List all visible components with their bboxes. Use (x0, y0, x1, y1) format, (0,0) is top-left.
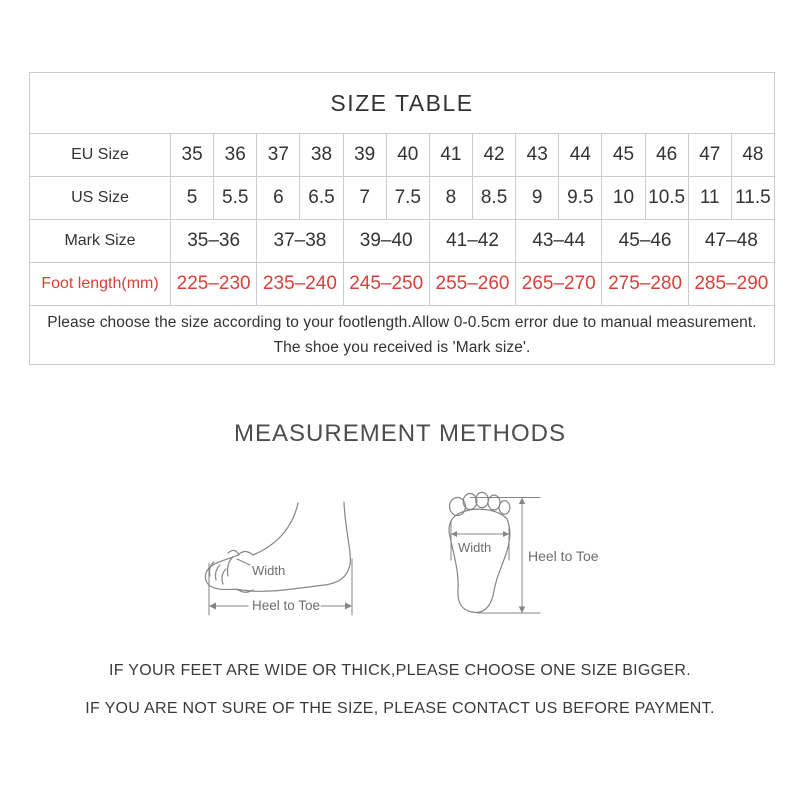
row-label: US Size (30, 177, 171, 220)
size-table-title: SIZE TABLE (30, 73, 775, 134)
size-cell: 37–38 (257, 220, 343, 263)
size-cell: 35–36 (171, 220, 257, 263)
arrowhead-width-left (451, 531, 457, 537)
size-cell: 5 (171, 177, 214, 220)
size-cell: 46 (645, 134, 688, 177)
size-cell: 7 (343, 177, 386, 220)
side-width-label: Width (252, 563, 286, 578)
sole-heel-to-toe-label: Heel to Toe (528, 548, 599, 564)
row-label: Mark Size (30, 220, 171, 263)
size-cell: 10 (602, 177, 645, 220)
size-table-row (30, 263, 775, 306)
side-heel-to-toe-label: Heel to Toe (252, 598, 321, 613)
size-cell: 39 (343, 134, 386, 177)
arrowhead-width-right (503, 531, 509, 537)
size-cell: 11.5 (731, 177, 774, 220)
foot-side-view-icon (195, 485, 365, 625)
arrowhead-length-bottom (519, 607, 525, 614)
row-label: Foot length(mm) (30, 263, 171, 306)
size-cell: 45 (602, 134, 645, 177)
foot-sole-view-icon (430, 475, 615, 630)
foot-side-view-diagram (195, 485, 365, 625)
size-cell: 5.5 (214, 177, 257, 220)
size-cell: 9 (516, 177, 559, 220)
size-cell: 245–250 (343, 263, 429, 306)
size-cell: 43 (516, 134, 559, 177)
size-cell: 11 (688, 177, 731, 220)
foot-sole-view-diagram (430, 475, 615, 630)
size-cell: 275–280 (602, 263, 688, 306)
size-table-row (30, 220, 775, 263)
size-cell: 9.5 (559, 177, 602, 220)
size-cell: 6.5 (300, 177, 343, 220)
size-cell: 47–48 (688, 220, 774, 263)
size-cell: 255–260 (429, 263, 515, 306)
size-cell: 47 (688, 134, 731, 177)
size-cell: 42 (472, 134, 515, 177)
size-cell: 41 (429, 134, 472, 177)
arrowhead-right (345, 603, 352, 610)
size-cell: 8.5 (472, 177, 515, 220)
size-note (30, 306, 775, 365)
size-cell: 6 (257, 177, 300, 220)
size-note-line2: The shoe you received is 'Mark size'. (273, 339, 531, 356)
size-cell: 36 (214, 134, 257, 177)
size-cell: 41–42 (429, 220, 515, 263)
size-cell: 10.5 (645, 177, 688, 220)
size-cell: 35 (171, 134, 214, 177)
size-cell: 235–240 (257, 263, 343, 306)
size-cell: 7.5 (386, 177, 429, 220)
footer-line1: IF YOUR FEET ARE WIDE OR THICK,PLEASE CHOOSE ONE SIZE BIGGER. (109, 662, 691, 679)
size-cell: 45–46 (602, 220, 688, 263)
size-cell: 37 (257, 134, 300, 177)
footer-warnings (0, 652, 800, 728)
size-table-row (30, 177, 775, 220)
footer-line2: IF YOU ARE NOT SURE OF THE SIZE, PLEASE CONTACT US BEFORE PAYMENT. (85, 700, 715, 717)
size-cell: 38 (300, 134, 343, 177)
size-cell: 39–40 (343, 220, 429, 263)
size-cell: 265–270 (516, 263, 602, 306)
arrowhead-length-top (519, 498, 525, 505)
size-cell: 43–44 (516, 220, 602, 263)
size-cell: 8 (429, 177, 472, 220)
size-table (29, 72, 775, 365)
sole-width-label: Width (458, 540, 492, 555)
size-cell: 225–230 (171, 263, 257, 306)
size-cell: 48 (731, 134, 774, 177)
row-label: EU Size (30, 134, 171, 177)
measurement-methods-title: MEASUREMENT METHODS (234, 420, 566, 447)
size-table-note-row (30, 306, 775, 365)
size-table-row (30, 134, 775, 177)
arrowhead-left (209, 603, 216, 610)
size-table-title-row (30, 73, 775, 134)
size-note-line1: Please choose the size according to your footlength.Allow 0-0.5cm error due to manual measurement. (47, 314, 757, 331)
size-cell: 44 (559, 134, 602, 177)
size-cell: 285–290 (688, 263, 774, 306)
size-cell: 40 (386, 134, 429, 177)
